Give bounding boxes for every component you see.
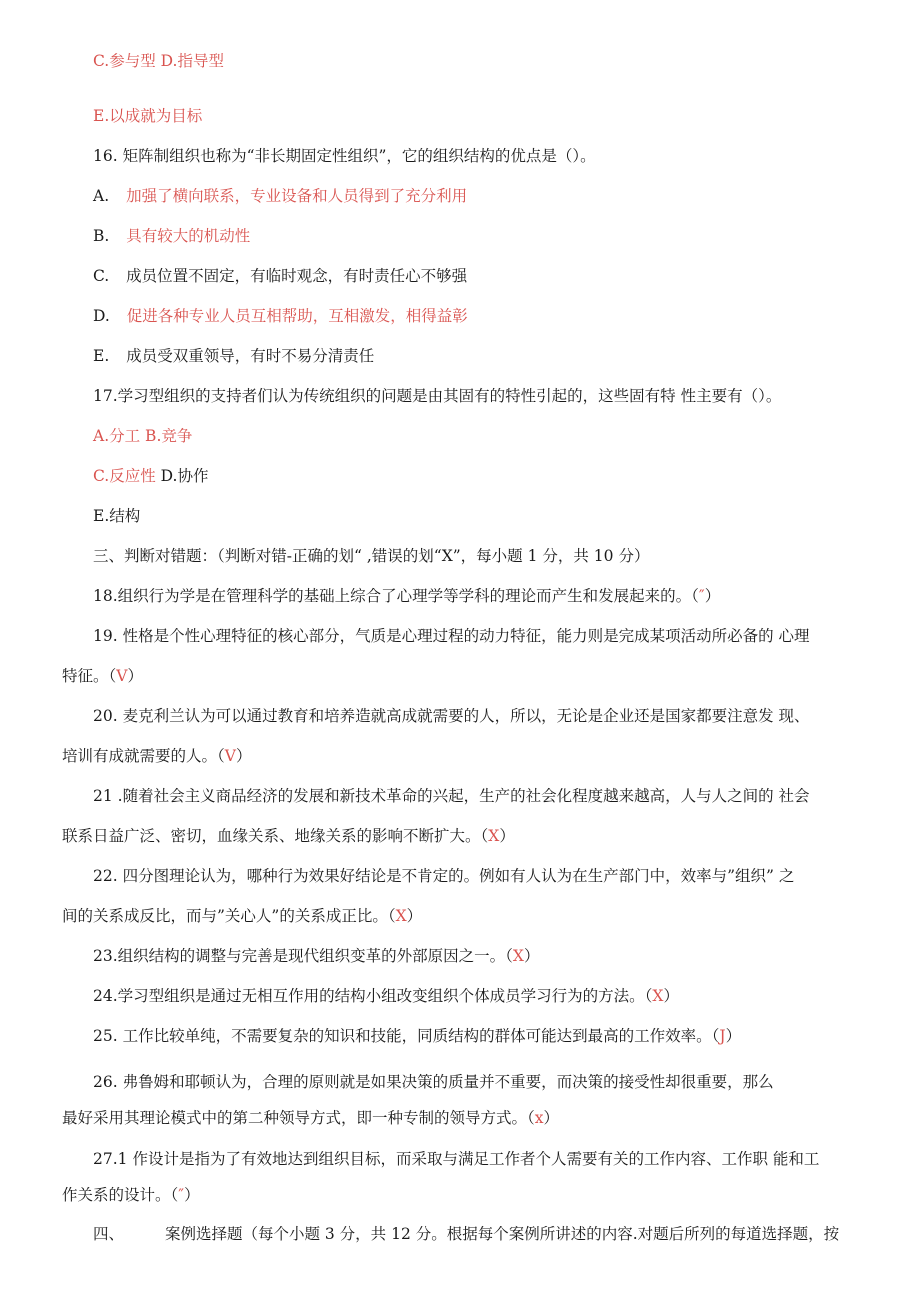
q20-close: ）: [235, 747, 252, 765]
q22-line-1: 22. 四分图理论认为，哪种行为效果好结论是不肯定的。例如有人认为在生产部门中，效率与”组织” 之: [93, 867, 795, 885]
q27-line-2: [62, 1188, 200, 1204]
q16-option-c: [93, 269, 467, 285]
q21-line2-text: 联系日益广泛、密切，血缘关系、地缘关系的影响不断扩大。（: [62, 827, 489, 845]
q17-option-c-d: [93, 469, 208, 485]
q22-answer: X: [395, 907, 407, 925]
q19-line-1: 19. 性格是个性心理特征的核心部分，气质是心理过程的动力特征，能力则是完成某项活动所必备的 心理: [93, 627, 810, 645]
q26-close: ）: [543, 1109, 560, 1127]
q16-option-d: [93, 309, 468, 325]
q26-line-1: 26. 弗鲁姆和耶顿认为，合理的原则就是如果决策的质量并不重要，而决策的接受性却很重要，那么: [93, 1073, 774, 1091]
q15-option-e: E.以成就为目标: [93, 107, 203, 125]
q27-line-1: 27.1 作设计是指为了有效地达到组织目标，而采取与满足工作者个人需要有关的工作内容、工作职 能和工: [93, 1150, 820, 1168]
q16-option-c-label: C.: [93, 267, 110, 285]
q21-close: ）: [499, 827, 515, 845]
q16-option-a-label: A.: [93, 187, 110, 205]
q26-line-2: [62, 1111, 559, 1127]
q25: [93, 1029, 741, 1045]
q18-close: ）: [704, 587, 721, 605]
q22-line2-text: 间的关系成反比，而与”关心人”的关系成正比。（: [62, 907, 396, 925]
q16-option-e-label: E.: [93, 347, 110, 365]
q21-line-2: [62, 829, 515, 845]
q23-answer: X: [512, 947, 524, 965]
q16-option-c-text: 成员位置不固定，有临时观念，有时责任心不够强: [126, 267, 468, 285]
q19-line-2: [62, 669, 143, 685]
q16-option-b-text: 具有较大的机动性: [126, 227, 251, 245]
q20-line-2: [62, 749, 251, 765]
q20-answer: V: [224, 747, 236, 765]
q17-stem: 17.学习型组织的支持者们认为传统组织的问题是由其固有的特性引起的，这些固有特 性主要有（）。: [93, 387, 782, 405]
q21-line-1: 21 .随着社会主义商品经济的发展和新技术革命的兴起，生产的社会化程度越来越高，人与人之间的 社会: [93, 787, 810, 805]
q16-option-a-text: 加强了横向联系，专业设备和人员得到了充分利用: [126, 187, 468, 205]
q26-line2-text: 最好采用其理论模式中的第二种领导方式，即一种专制的领导方式。（: [62, 1109, 535, 1127]
q21-answer: X: [488, 827, 500, 845]
q17-option-c: C.反应性: [93, 467, 156, 485]
q16-option-a: [93, 189, 467, 205]
q24-close: ）: [663, 987, 679, 1005]
q17-option-d: D.协作: [155, 467, 209, 485]
q25-close: ）: [725, 1027, 742, 1045]
q18: [93, 589, 720, 605]
q23-close: ）: [523, 947, 540, 965]
q15-option-c-d: C.参与型 D.指导型: [93, 52, 224, 70]
q19-line2-text: 特征。（: [62, 667, 117, 685]
section-4-text: 案例选择题（每个小题 3 分，共 12 分。根据每个案例所讲述的内容.对题后所列的每道选择题，按: [164, 1225, 840, 1243]
q27-close: ）: [184, 1186, 200, 1204]
section-4-number: 四、: [93, 1225, 125, 1243]
q17-option-a-b: A.分工 B.竞争: [93, 427, 193, 445]
q17-option-e: E.结构: [93, 507, 141, 525]
q24-text: 24.学习型组织是通过无相互作用的结构小组改变组织个体成员学习行为的方法。（: [93, 987, 653, 1005]
q27-answer: ″: [178, 1186, 185, 1204]
q22-line-2: [62, 909, 422, 925]
q16-stem: 16. 矩阵制组织也称为“非长期固定性组织”，它的组织结构的优点是（）。: [93, 147, 596, 165]
q20-line2-text: 培训有成就需要的人。（: [62, 747, 225, 765]
q19-answer: V: [116, 667, 128, 685]
q16-option-e: [93, 349, 374, 365]
q25-text: 25. 工作比较单纯，不需要复杂的知识和技能，同质结构的群体可能达到最高的工作效率。（: [93, 1027, 720, 1045]
q18-answer: ″: [698, 587, 705, 605]
q20-line-1: 20. 麦克利兰认为可以通过教育和培养造就高成就需要的人，所以，无论是企业还是国家都要注意发 现、: [93, 707, 810, 725]
q22-close: ）: [406, 907, 423, 925]
q19-close: ）: [127, 667, 143, 685]
q16-option-d-text: 促进各种专业人员互相帮助，互相激发，相得益彰: [126, 307, 468, 325]
q26-answer: x: [534, 1109, 544, 1127]
q24: [93, 989, 679, 1005]
section-4-heading: [93, 1227, 839, 1243]
q23: [93, 949, 539, 965]
q23-text: 23.组织结构的调整与完善是现代组织变革的外部原因之一。（: [93, 947, 513, 965]
q24-answer: X: [652, 987, 664, 1005]
q16-option-d-label: D.: [93, 307, 110, 325]
q16-option-b: [93, 229, 250, 245]
q16-option-e-text: 成员受双重领导，有时不易分清责任: [126, 347, 375, 365]
q25-answer: J: [719, 1027, 726, 1045]
q16-option-b-label: B.: [93, 227, 110, 245]
q18-text: 18.组织行为学是在管理科学的基础上综合了心理学等学科的理论而产生和发展起来的。（: [93, 587, 699, 605]
section-3-heading: 三、判断对错题：（判断对错-正确的划“ ,错误的划“X”，每小题 1 分，共 10 分）: [93, 547, 650, 565]
q27-line2-text: 作关系的设计。（: [62, 1186, 179, 1204]
